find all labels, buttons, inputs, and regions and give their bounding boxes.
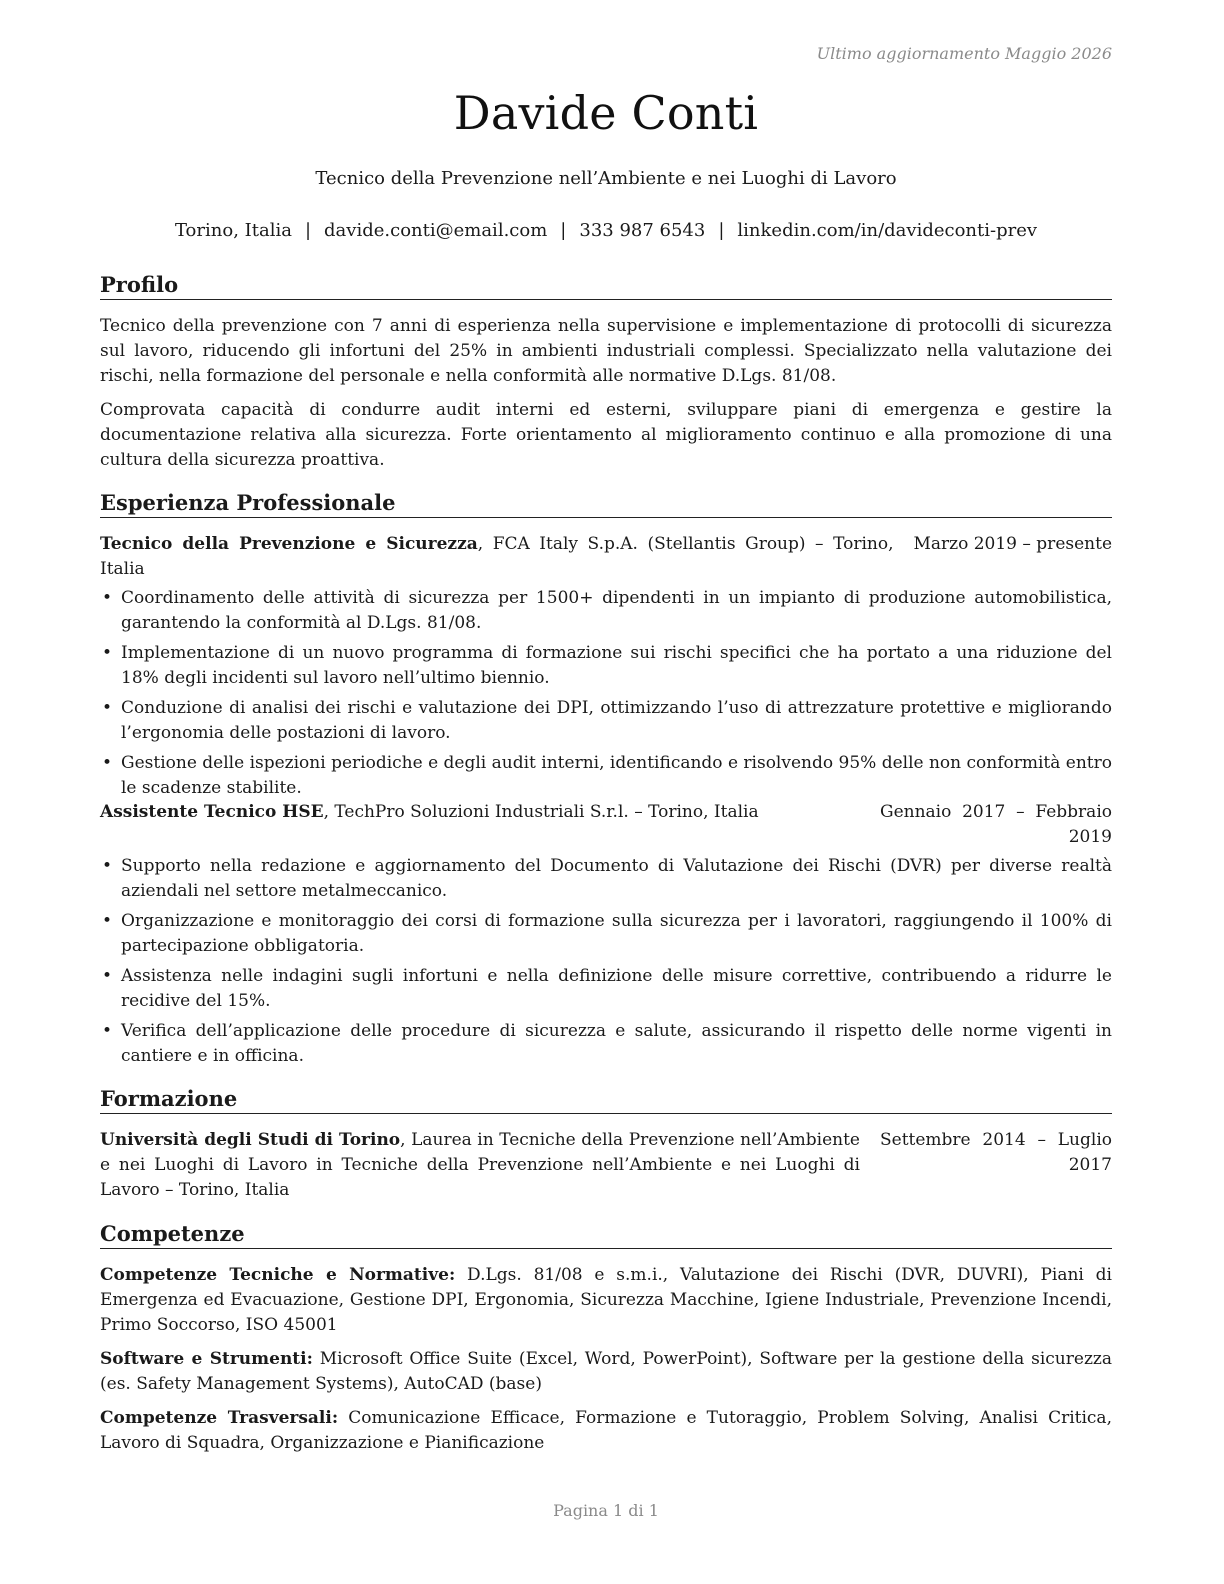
education-entry — [100, 1128, 1112, 1203]
contact-phone[interactable]: 333 987 6543 — [579, 220, 706, 241]
education-header — [100, 1128, 1112, 1203]
job-header — [100, 532, 1112, 582]
section-title-profile: Profilo — [100, 272, 1112, 300]
skill-group-label: Competenze Tecniche e Normative: — [100, 1265, 456, 1285]
job-bullet-text: Gestione delle ispezioni periodiche e degli audit interni, identificando e risolvendo 95% delle non conformità entro le scadenze stabilite. — [121, 753, 1112, 798]
skill-group-label: Competenze Trasversali: — [100, 1408, 339, 1428]
job-bullet-text: Coordinamento delle attività di sicurezza per 1500+ dipendenti in un impianto di produzione automobilistica, garantendo la conformità al D.Lgs. 81/08. — [121, 588, 1112, 633]
page-number: Pagina 1 di 1 — [553, 1501, 659, 1520]
bullet-icon: • — [102, 753, 113, 773]
bullet-icon: • — [102, 966, 113, 986]
education-dates: Settembre 2014 – Luglio 2017 — [880, 1130, 1112, 1175]
job-bullet — [100, 751, 1112, 801]
education-degree: , Laurea in Tecniche della Prevenzione nell’Ambiente e nei Luoghi di Lavoro in Tecniche della Prevenzione nell’Ambiente e nei Luoghi di Lavoro – Torino, Italia — [100, 1130, 860, 1200]
job-bullet — [100, 696, 1112, 746]
contact-linkedin[interactable]: linkedin.com/in/davideconti-prev — [737, 220, 1038, 241]
job-header — [100, 800, 1112, 850]
job-entry — [100, 532, 1112, 806]
skill-group-text: Microsoft Office Suite (Excel, Word, PowerPoint), Software per la gestione della sicurezza (es. Safety Management Systems), AutoCAD (base) — [100, 1349, 1112, 1394]
bullet-icon: • — [102, 856, 113, 876]
job-bullet-text: Assistenza nelle indagini sugli infortuni e nella definizione delle misure correttive, contribuendo a ridurre le recidive del 15%. — [121, 966, 1112, 1011]
contact-separator: | — [560, 220, 567, 241]
candidate-role: Tecnico della Prevenzione nell’Ambiente e nei Luoghi di Lavoro — [315, 168, 897, 189]
job-bullet — [100, 586, 1112, 636]
job-bullet — [100, 964, 1112, 1014]
skill-group-text: D.Lgs. 81/08 e s.m.i., Valutazione dei Rischi (DVR, DUVRI), Piani di Emergenza ed Evacuazione, Gestione DPI, Ergonomia, Sicurezza Macchine, Igiene Industriale, Prevenzione Incendi, Primo Soccorso, ISO 45001 — [100, 1265, 1112, 1335]
profile-paragraph: Tecnico della prevenzione con 7 anni di esperienza nella supervisione e implementazione di protocolli di sicurezza sul lavoro, riducendo gli infortuni del 25% in ambienti industriali complessi. Specializzato nella valutazione dei rischi, nella formazione del personale e nella conformità alle normative D.Lgs. 81/08. — [100, 316, 1112, 386]
job-bullet — [100, 909, 1112, 959]
contact-location: Torino, Italia — [174, 220, 292, 241]
job-title-line — [100, 800, 860, 825]
skill-group — [100, 1406, 1112, 1456]
bullet-icon: • — [102, 698, 113, 718]
bullet-icon: • — [102, 588, 113, 608]
profile-paragraph: Comprovata capacità di condurre audit interni ed esterni, sviluppare piani di emergenza e gestire la documentazione relativa alla sicurezza. Forte orientamento al miglioramento continuo e alla promozione di una cultura della sicurezza proattiva. — [100, 400, 1112, 470]
job-bullet-text: Verifica dell’applicazione delle procedure di sicurezza e salute, assicurando il rispetto delle norme vigenti in cantiere e in officina. — [121, 1021, 1112, 1066]
section-title-education: Formazione — [100, 1086, 1112, 1114]
contact-email[interactable]: davide.conti@email.com — [324, 220, 548, 241]
job-bullet-text: Implementazione di un nuovo programma di formazione sui rischi specifici che ha portato a una riduzione del 18% degli incidenti sul lavoro nell’ultimo biennio. — [121, 643, 1112, 688]
bullet-icon: • — [102, 1021, 113, 1041]
job-position: Assistente Tecnico HSE — [100, 802, 324, 822]
candidate-name: Davide Conti — [453, 86, 759, 140]
contact-line — [100, 220, 1112, 241]
job-bullet-text: Organizzazione e monitoraggio dei corsi di formazione sulla sicurezza per i lavoratori, raggiungendo il 100% di partecipazione obbligatoria. — [121, 911, 1112, 956]
job-entry — [100, 800, 1112, 1074]
job-position: Tecnico della Prevenzione e Sicurezza — [100, 534, 478, 554]
job-bullet — [100, 854, 1112, 904]
job-bullet — [100, 641, 1112, 691]
skill-group-label: Software e Strumenti: — [100, 1349, 313, 1369]
job-company: , TechPro Soluzioni Industriali S.r.l. – Torino, Italia — [323, 802, 759, 822]
skill-group-text: Comunicazione Efficace, Formazione e Tutoraggio, Problem Solving, Analisi Critica, Lavoro di Squadra, Organizzazione e Pianificazione — [100, 1408, 1112, 1453]
job-company: , FCA Italy S.p.A. (Stellantis Group) – Torino, Italia — [100, 534, 894, 579]
education-institution: Università degli Studi di Torino — [100, 1130, 401, 1150]
skill-group — [100, 1263, 1112, 1338]
bullet-icon: • — [102, 643, 113, 663]
job-bullet-list — [100, 854, 1112, 1069]
job-bullet — [100, 1019, 1112, 1069]
education-title-line — [100, 1128, 860, 1203]
job-bullet-text: Conduzione di analisi dei rischi e valutazione dei DPI, ottimizzando l’uso di attrezzature protettive e migliorando l’ergonomia delle postazioni di lavoro. — [121, 698, 1112, 743]
job-dates: Gennaio 2017 – Febbraio 2019 — [880, 802, 1112, 847]
job-bullet-list — [100, 586, 1112, 801]
profile-section — [100, 314, 1112, 473]
contact-separator: | — [304, 220, 312, 241]
skills-section — [100, 1263, 1112, 1465]
last-updated-note: Ultimo aggiornamento Maggio 2026 — [816, 44, 1112, 63]
resume-page — [100, 0, 1112, 1584]
section-title-skills: Competenze — [100, 1221, 1112, 1249]
contact-separator: | — [718, 220, 725, 241]
section-title-experience: Esperienza Professionale — [100, 490, 1112, 518]
bullet-icon: • — [102, 911, 113, 931]
skill-group — [100, 1347, 1112, 1397]
job-bullet-text: Supporto nella redazione e aggiornamento del Documento di Valutazione dei Rischi (DVR) per diverse realtà aziendali nel settore metalmeccanico. — [121, 856, 1112, 901]
job-dates: Marzo 2019 – presente — [913, 534, 1112, 554]
job-title-line — [100, 532, 893, 582]
